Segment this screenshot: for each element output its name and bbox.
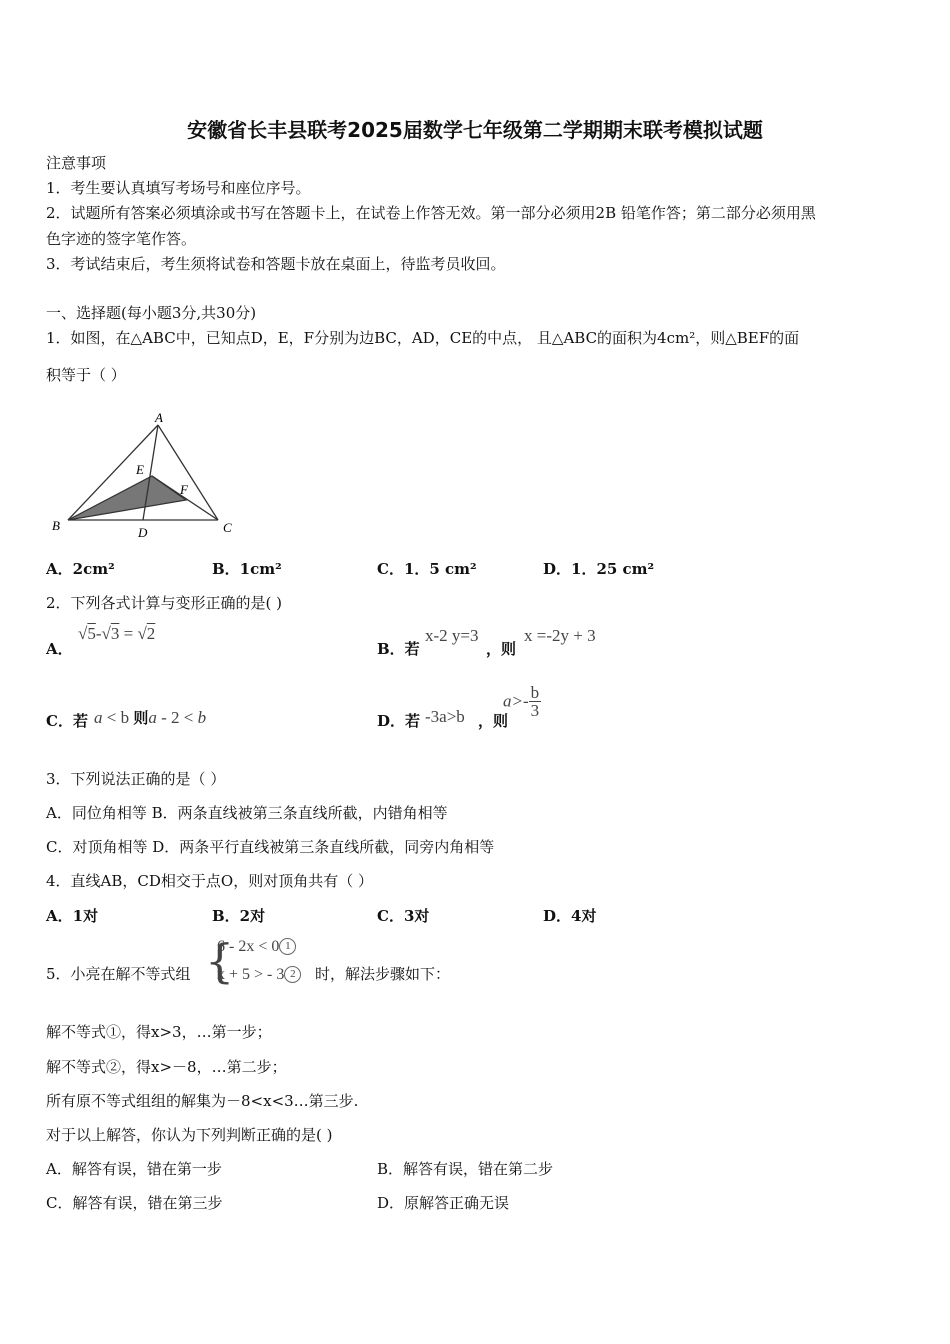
label-c: C (223, 520, 232, 535)
expr-part: < b (102, 708, 134, 727)
section-heading: 一、选择题(每小题3分,共30分) (46, 304, 257, 322)
inequality-2-text: x + 5 > - 3 (217, 966, 285, 983)
label-e: E (136, 462, 144, 477)
question-1-stem: 1．如图，在△ABC中，已知点D，E，F分别为边BC，AD，CE的中点， 且△ABC的面积为4cm²，则△BEF的面 (46, 329, 800, 347)
question-2-stem: 2．下列各式计算与变形正确的是( ) (46, 594, 283, 612)
q2-option-d-then: ，则 (478, 712, 509, 730)
q5-question: 对于以上解答，你认为下列判断正确的是( ) (46, 1126, 333, 1144)
q2-option-c-label[interactable]: C．若 (46, 712, 88, 730)
inequality-1 (217, 938, 296, 956)
equals-sign: = (123, 624, 134, 643)
label-a: A (155, 410, 163, 425)
triangle-figure (46, 408, 246, 543)
q2-option-b-expr2: x =-2y + 3 (524, 626, 596, 645)
radicand: 3 (110, 624, 120, 643)
var-a: a (148, 708, 157, 727)
radicand: 5 (87, 624, 96, 643)
then-word: 则 (133, 709, 149, 727)
inequality-2 (217, 966, 301, 984)
q5-option-d[interactable]: D．原解答正确无误 (377, 1194, 510, 1212)
q5-step: 所有原不等式组组的解集为－8<x<3…第三步. (46, 1092, 359, 1110)
q2-option-c-expr (94, 707, 206, 728)
q4-option-c[interactable]: C．3对 (377, 907, 430, 925)
q2-option-a-label[interactable]: A． (46, 640, 73, 658)
q1-option-d[interactable]: D．1．25 cm² (543, 560, 655, 578)
fraction-denominator: 3 (530, 701, 540, 720)
notice-heading: 注意事项 (46, 154, 107, 172)
label-d: D (138, 525, 148, 540)
q1-option-c[interactable]: C．1．5 cm² (377, 560, 477, 578)
question-5-stem: 5．小亮在解不等式组 (46, 965, 191, 983)
q5-step: 解不等式②，得x>－8，…第二步； (46, 1058, 287, 1076)
fraction (529, 684, 542, 719)
q2-option-b-then: ，则 (486, 640, 517, 658)
question-4-stem: 4．直线AB，CD相交于点O，则对顶角共有（ ） (46, 872, 373, 890)
q2-option-d-expr1: -3a>b (425, 707, 465, 726)
q5-option-a[interactable]: A．解答有误，错在第一步 (46, 1160, 222, 1178)
fraction-numerator: b (530, 683, 540, 702)
q2-option-b-expr1: x-2 y=3 (425, 626, 479, 645)
sqrt-sign: √ (137, 624, 147, 643)
question-3-stem: 3．下列说法正确的是（ ） (46, 770, 226, 788)
q4-option-a[interactable]: A．1对 (46, 907, 99, 925)
side-ac (158, 425, 218, 520)
question-5-stem-cont: 时，解法步骤如下： (315, 965, 451, 983)
q5-option-c[interactable]: C．解答有误，错在第三步 (46, 1194, 223, 1212)
q5-step: 解不等式①，得x>3，…第一步； (46, 1023, 272, 1041)
triangle-bef-shaded (68, 476, 186, 520)
q3-options-ab[interactable]: A．同位角相等 B．两条直线被第三条直线所截，内错角相等 (46, 804, 448, 822)
notice-item: 2．试题所有答案必须填涂或书写在答题卡上，在试卷上作答无效。第一部分必须用2B 铅笔作答；第二部分必须用黑 (46, 204, 816, 222)
label-b: B (52, 518, 60, 533)
q3-options-cd[interactable]: C．对顶角相等 D．两条平行直线被第三条直线所截，同旁内角相等 (46, 838, 495, 856)
left-brace: { (205, 934, 235, 988)
expr-lhs: a>- (503, 691, 529, 711)
label-f: F (180, 482, 188, 497)
var-b: b (197, 708, 207, 727)
sqrt-sign: √ (78, 624, 88, 643)
expr-part: - 2 < (156, 708, 198, 727)
q2-option-a-expr (78, 624, 155, 644)
radicand: 2 (146, 624, 156, 643)
sqrt-sign: √ (101, 624, 111, 643)
q2-option-b-label[interactable]: B．若 (377, 640, 420, 658)
inequality-1-text: 6 - 2x < 0 (217, 938, 280, 955)
q5-option-b[interactable]: B．解答有误，错在第二步 (377, 1160, 554, 1178)
notice-item: 3．考试结束后，考生须将试卷和答题卡放在桌面上，待监考员收回。 (46, 255, 506, 273)
q1-option-a[interactable]: A．2cm² (46, 560, 115, 578)
q2-option-d-expr2 (503, 684, 541, 719)
circled-number: 2 (284, 966, 301, 983)
question-1-stem-cont: 积等于（ ） (46, 366, 126, 384)
q1-option-b[interactable]: B．1cm² (212, 560, 282, 578)
q4-option-b[interactable]: B．2对 (212, 907, 266, 925)
page-title: 安徽省长丰县联考2025届数学七年级第二学期期末联考模拟试题 (187, 118, 763, 142)
var-a: a (94, 708, 103, 727)
inequality-system (205, 934, 315, 994)
q4-option-d[interactable]: D．4对 (543, 907, 597, 925)
q2-option-d-label[interactable]: D．若 (377, 712, 421, 730)
minus-sign: - (95, 624, 102, 643)
circled-number: 1 (279, 938, 296, 955)
notice-item: 1．考生要认真填写考场号和座位序号。 (46, 179, 311, 197)
notice-item: 色字迹的签字笔作答。 (46, 230, 197, 248)
